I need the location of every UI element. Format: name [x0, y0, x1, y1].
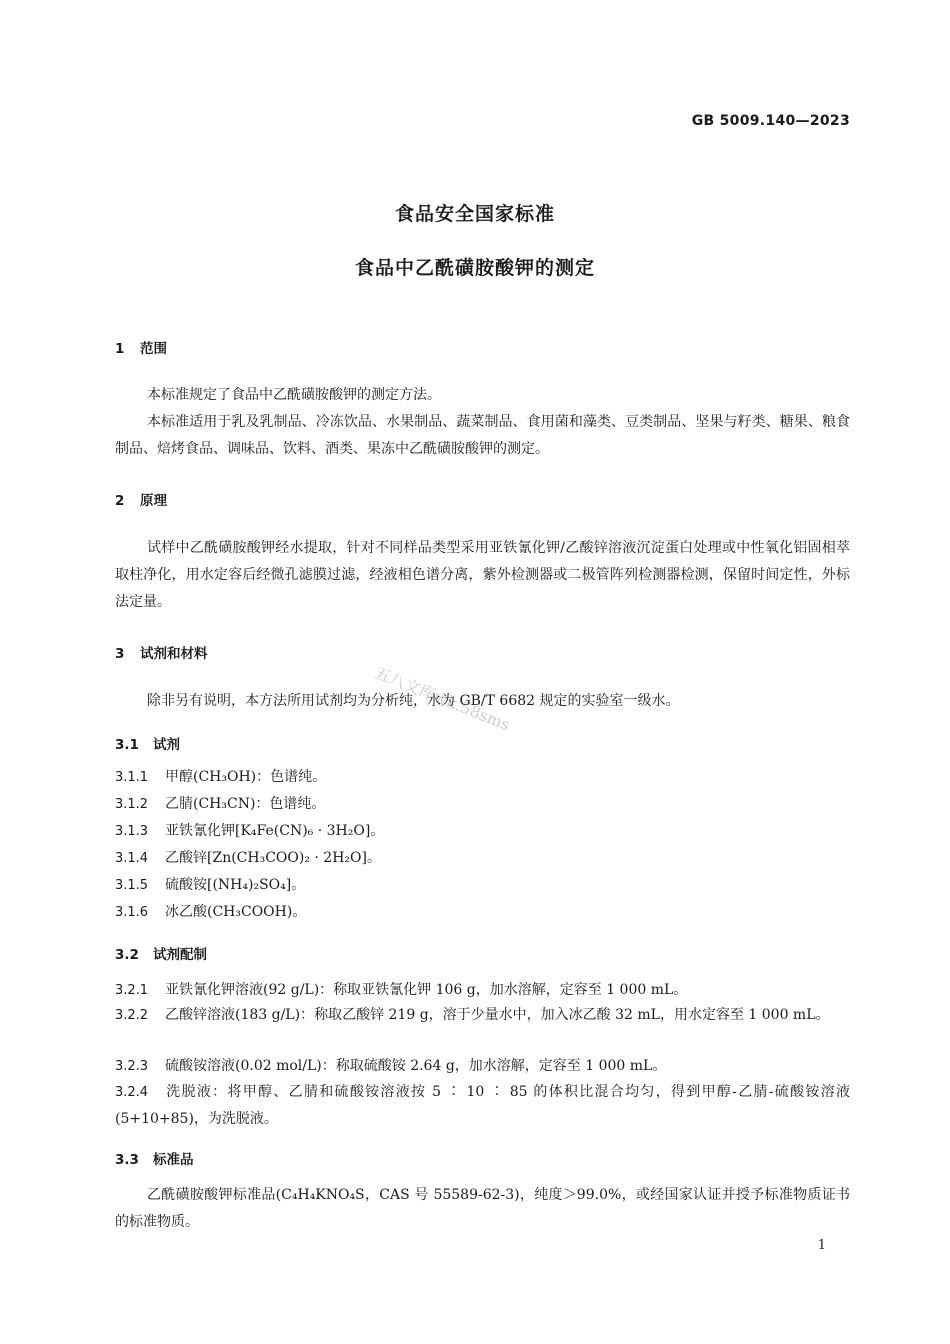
item-number: 3.1.6 [115, 905, 149, 920]
item-text: 乙酸锌[Zn(CH₃COO)₂ · 2H₂O]。 [165, 850, 381, 866]
section-3-1-heading [115, 733, 180, 753]
reagent-item [115, 872, 850, 899]
item-number: 3.1.1 [115, 770, 149, 785]
watermark: 五八文库wk.58sms [371, 662, 513, 735]
item-number: 3.2.2 [115, 1008, 149, 1023]
item-text: 乙酸锌溶液(183 g/L)：称取乙酸锌 219 g，溶于少量水中，加入冰乙酸 32 mL，用水定容至 1 000 mL。 [165, 1007, 830, 1023]
doc-title-sub: 食品中乙酰磺胺酸钾的测定 [354, 257, 595, 279]
preparation-item [115, 1079, 850, 1133]
item-text: 亚铁氰化钾溶液(92 g/L)：称取亚铁氰化钾 106 g，加水溶解，定容至 1 000 mL。 [165, 982, 688, 998]
item-text: 甲醇(CH₃OH)：色谱纯。 [165, 769, 327, 785]
item-text: 硫酸铵[(NH₄)₂SO₄]。 [165, 877, 306, 893]
preparation-item [115, 1002, 850, 1029]
item-number: 3.1.5 [115, 878, 149, 893]
item-text: 硫酸铵溶液(0.02 mol/L)：称取硫酸铵 2.64 g，加水溶解，定容至 1 000 mL。 [165, 1058, 667, 1074]
reagent-item [115, 899, 850, 926]
reagent-item [115, 845, 850, 872]
item-number: 3.1.4 [115, 851, 149, 866]
item-number: 3.1.3 [115, 824, 149, 839]
section-title: 范围 [140, 341, 167, 357]
section-3-2-heading [115, 943, 207, 963]
section-number: 3.2 [115, 947, 139, 963]
section-3-3-heading [115, 1148, 194, 1168]
item-text: 亚铁氰化钾[K₄Fe(CN)₆ · 3H₂O]。 [165, 823, 385, 839]
section-number: 3.1 [115, 737, 139, 753]
reagent-item [115, 764, 850, 791]
doc-title-main: 食品安全国家标准 [394, 203, 555, 225]
section-title: 试剂 [153, 737, 180, 753]
item-number: 3.2.1 [115, 983, 149, 998]
item-text: 洗脱液：将甲醇、乙腈和硫酸铵溶液按 5 ∶ 10 ∶ 85 的体积比混合均匀，得到甲醇-乙腈-硫酸铵溶液(5+10+85)，为洗脱液。 [115, 1084, 850, 1127]
reagent-item [115, 791, 850, 818]
section-3-3-paragraph: 乙酰磺胺酸钾标准品(C₄H₄KNO₄S，CAS 号 55589-62-3)，纯度＞99.0%，或经国家认证并授予标准物质证书的标准物质。 [115, 1187, 850, 1230]
section-2-heading [115, 489, 167, 509]
section-1-paragraph-2: 本标准适用于乳及乳制品、冷冻饮品、水果制品、蔬菜制品、食用菌和藻类、豆类制品、坚果与籽类、糖果、粮食制品、焙烤食品、调味品、饮料、酒类、果冻中乙酰磺胺酸钾的测定。 [115, 414, 850, 457]
section-3-paragraph: 除非另有说明，本方法所用试剂均为分析纯，水为 GB/T 6682 规定的实验室一级水。 [147, 693, 680, 709]
item-number: 3.1.2 [115, 797, 149, 812]
section-number: 1 [115, 341, 125, 357]
section-number: 3 [115, 646, 125, 662]
section-1-heading [115, 337, 167, 357]
section-2-paragraph: 试样中乙酰磺胺酸钾经水提取，针对不同样品类型采用亚铁氰化钾/乙酸锌溶液沉淀蛋白处理或中性氧化铝固相萃取柱净化，用水定容后经微孔滤膜过滤，经液相色谱分离，紫外检测器或二极管阵列检测器检测，保留时间定性，外标法定量。 [115, 540, 850, 610]
item-number: 3.2.4 [115, 1085, 149, 1100]
preparation-item [115, 1053, 850, 1080]
standard-code: GB 5009.140—2023 [691, 113, 850, 129]
section-title: 原理 [140, 493, 167, 509]
page-number: 1 [817, 1238, 826, 1253]
section-number: 2 [115, 493, 125, 509]
preparation-item [115, 977, 850, 1004]
section-number: 3.3 [115, 1152, 139, 1168]
section-title: 试剂配制 [153, 947, 207, 963]
section-title: 试剂和材料 [140, 646, 208, 662]
item-text: 乙腈(CH₃CN)：色谱纯。 [165, 796, 326, 812]
section-1-paragraph-1: 本标准规定了食品中乙酰磺胺酸钾的测定方法。 [147, 387, 441, 403]
section-title: 标准品 [153, 1152, 194, 1168]
section-3-heading [115, 642, 208, 662]
item-text: 冰乙酸(CH₃COOH)。 [165, 904, 307, 920]
reagent-item [115, 818, 850, 845]
item-number: 3.2.3 [115, 1059, 149, 1074]
